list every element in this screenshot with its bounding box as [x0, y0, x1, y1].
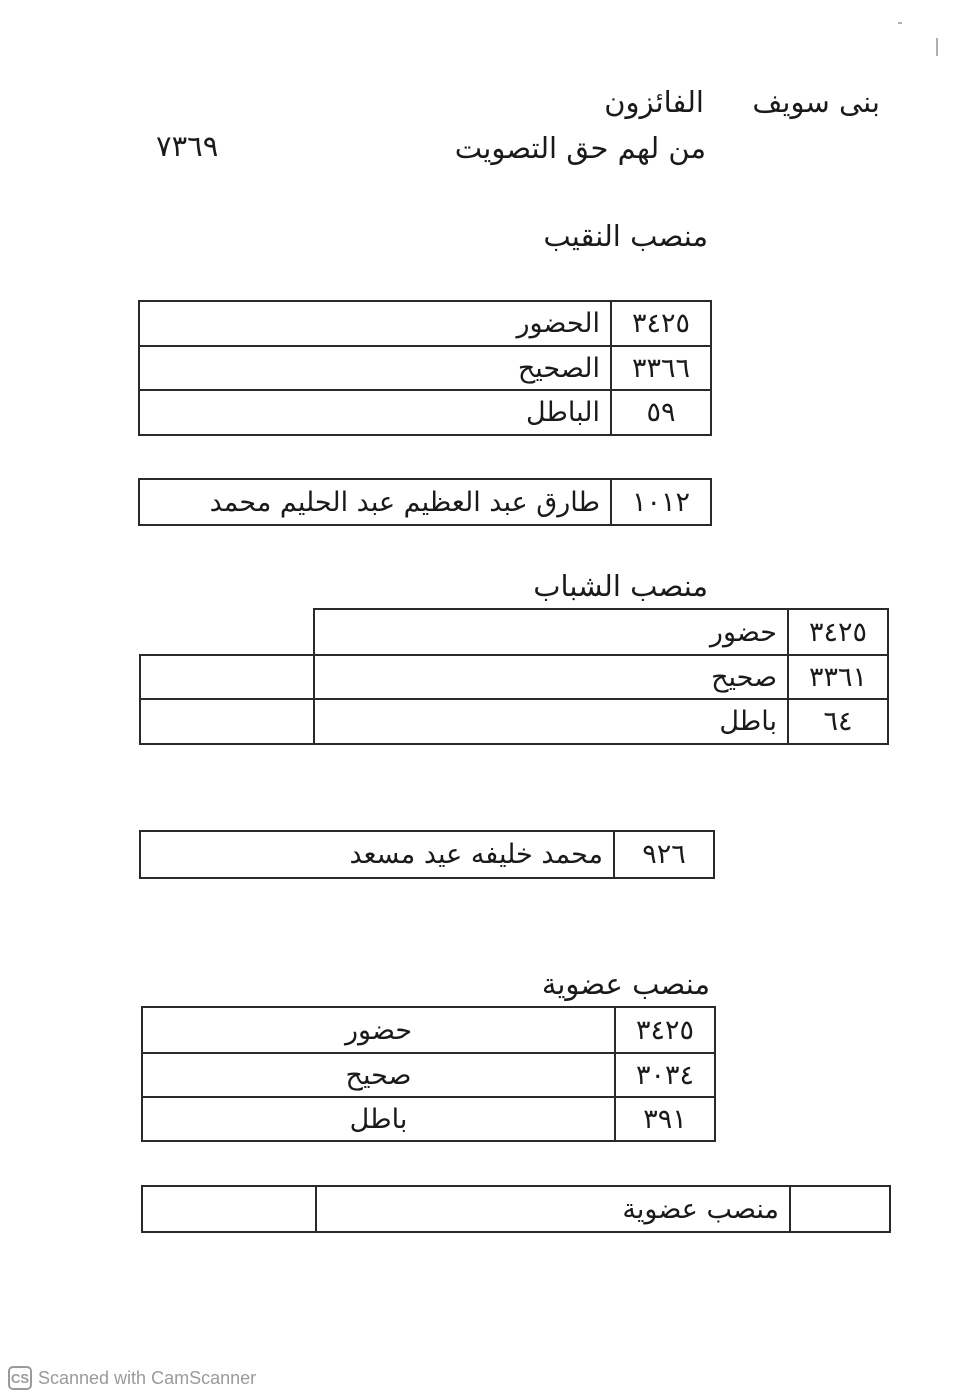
youth-results-table: [139, 608, 889, 745]
scan-speck: [898, 22, 902, 24]
table-row: [139, 346, 711, 390]
naqib-results-table: [138, 300, 712, 436]
table-row: [139, 479, 711, 525]
youth-heading: منصب الشباب: [533, 569, 708, 603]
row-value: ٣٩١: [615, 1097, 715, 1141]
row-label: الباطل: [139, 390, 611, 435]
winner-name: طارق عبد العظيم عبد الحليم محمد: [139, 479, 611, 525]
table-row: [142, 1186, 890, 1232]
empty-cell: [140, 609, 314, 655]
membership-heading: منصب عضوية: [541, 967, 710, 1001]
empty-cell: [790, 1186, 890, 1232]
table-row: [142, 1097, 715, 1141]
table-row: [142, 1007, 715, 1053]
winner-votes: ١٠١٢: [611, 479, 711, 525]
table-row: [140, 831, 714, 878]
row-label: الحضور: [139, 301, 611, 346]
winner-name: محمد خليفه عيد مسعد: [140, 831, 614, 878]
table-row: [142, 1053, 715, 1097]
membership-bottom-table: [141, 1185, 891, 1233]
table-row: [140, 655, 888, 699]
row-value: ٣٤٢٥: [615, 1007, 715, 1053]
row-label: صحيح: [142, 1053, 615, 1097]
row-label: حضور: [142, 1007, 615, 1053]
watermark-text: Scanned with CamScanner: [38, 1367, 257, 1388]
table-row: [139, 301, 711, 346]
empty-cell: [140, 655, 314, 699]
governorate-name: بنى سويف: [752, 85, 880, 119]
row-label: باطل: [142, 1097, 615, 1141]
table-row: [140, 609, 888, 655]
row-value: ٣٤٢٥: [611, 301, 711, 346]
row-label: صحيح: [314, 655, 788, 699]
winner-votes: ٩٢٦: [614, 831, 714, 878]
empty-cell: [140, 699, 314, 744]
row-label: حضور: [314, 609, 788, 655]
scan-speck: [936, 38, 938, 56]
row-value: ٣٠٣٤: [615, 1053, 715, 1097]
eligible-voters-value: ٧٣٦٩: [156, 129, 219, 163]
scanner-watermark: [8, 1366, 256, 1390]
membership-results-table: [141, 1006, 716, 1142]
row-value: ٣٣٦١: [788, 655, 888, 699]
camscanner-logo-icon: CS: [8, 1366, 32, 1390]
row-label: منصب عضوية: [316, 1186, 790, 1232]
row-label: باطل: [314, 699, 788, 744]
table-row: [140, 699, 888, 744]
table-row: [139, 390, 711, 435]
row-value: ٦٤: [788, 699, 888, 744]
row-value: ٥٩: [611, 390, 711, 435]
row-label: الصحيح: [139, 346, 611, 390]
row-value: ٣٤٢٥: [788, 609, 888, 655]
row-value: ٣٣٦٦: [611, 346, 711, 390]
naqib-winner-table: [138, 478, 712, 526]
eligible-voters-label: من لهم حق التصويت: [454, 131, 706, 165]
empty-cell: [142, 1186, 316, 1232]
winners-title: الفائزون: [604, 85, 704, 119]
naqib-heading: منصب النقيب: [543, 219, 708, 253]
youth-winner-table: [139, 830, 715, 879]
